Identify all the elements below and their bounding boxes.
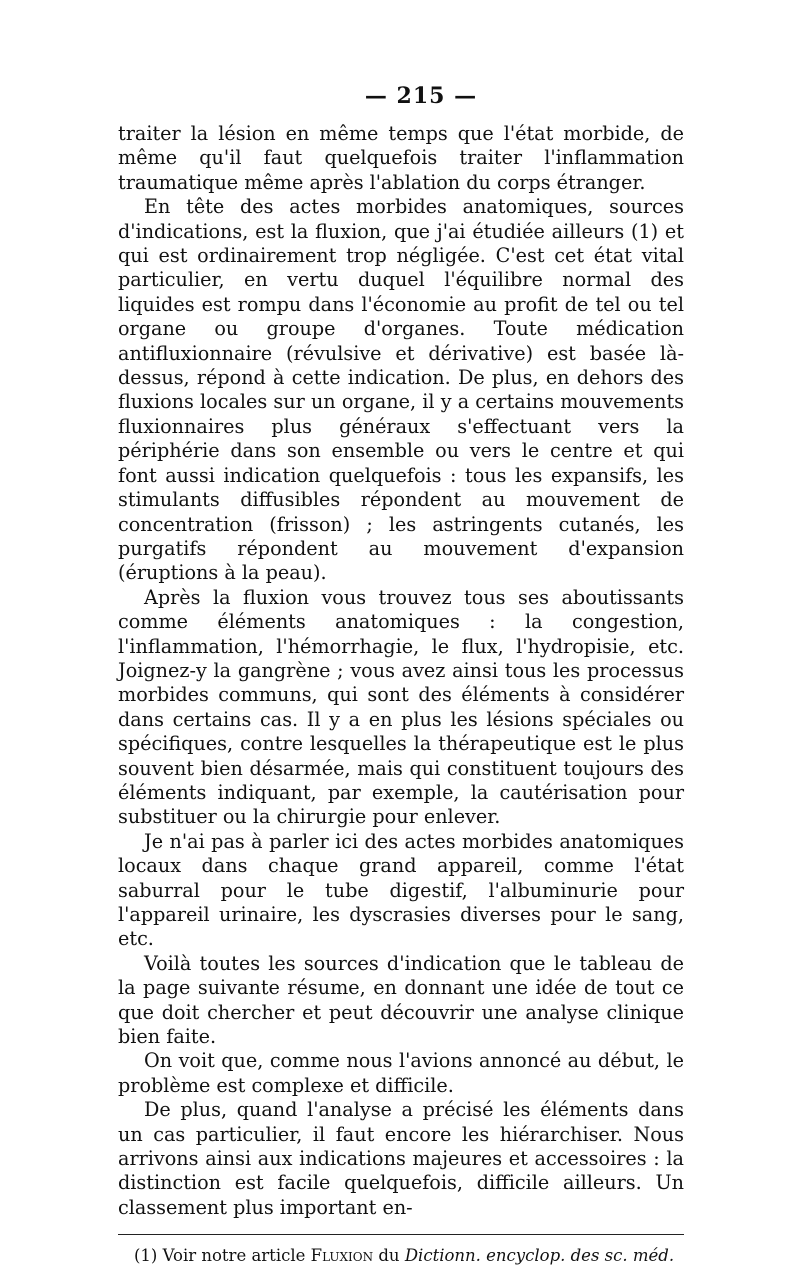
footnote-divider (118, 1234, 684, 1235)
paragraph: traiter la lésion en même temps que l'état morbide, de même qu'il faut quelquefois traiter l'inflammation traumatique même après l'ablation du corps étranger. (118, 122, 684, 194)
book-page (118, 82, 684, 1267)
paragraph: De plus, quand l'analyse a précisé les éléments dans un cas particulier, il faut encore les hiérarchiser. Nous arrivons ainsi aux indications majeures et accessoires : la distinction est facile quelquefois, difficile ailleurs. Un classement plus important en- (118, 1098, 684, 1219)
paragraph: On voit que, comme nous l'avions annoncé au début, le problème est complexe et difficile. (118, 1049, 684, 1097)
footnote (118, 1245, 684, 1267)
footnote-source: Dictionn. encyclop. des sc. méd. (404, 1246, 675, 1266)
footnote-lead: Voir notre article (162, 1246, 306, 1266)
footnote-term: Fluxion (310, 1246, 374, 1266)
paragraph: En tête des actes morbides anatomiques, sources d'indications, est la fluxion, que j'ai étudiée ailleurs (1) et qui est ordinairement trop négligée. C'est cet état vital particulier, en vertu duquel l'équilibre normal des liquides est rompu dans l'économie au profit de tel ou tel organe ou groupe d'organes. Toute médication antifluxionnaire (révulsive et dérivative) est basée là-dessus, répond à cette indication. De plus, en dehors des fluxions locales sur un organe, il y a certains mouvements fluxionnaires plus généraux s'effectuant vers la périphérie dans son ensemble ou vers le centre et qui font aussi indication quelquefois : tous les expansifs, les stimulants diffusibles répondent au mouvement de concentration (frisson) ; les astringents cutanés, les purgatifs répondent au mouvement d'expansion (éruptions à la peau). (118, 195, 684, 585)
page-number: — 215 — (364, 83, 478, 109)
body-text (118, 122, 684, 1220)
footnote-middle: du (378, 1246, 400, 1266)
paragraph: Voilà toutes les sources d'indication que le tableau de la page suivante résume, en donnant une idée de tout ce que doit chercher et peut découvrir une analyse clinique bien faite. (118, 951, 684, 1049)
paragraph: Après la fluxion vous trouvez tous ses aboutissants comme éléments anatomiques : la congestion, l'inflammation, l'hémorrhagie, le flux, l'hydropisie, etc. Joignez-y la gangrène ; vous avez ainsi tous les processus morbides communs, qui sont des éléments à considérer dans certains cas. Il y a en plus les lésions spéciales ou spécifiques, contre lesquelles la thérapeutique est le plus souvent bien désarmée, mais qui constituent toujours des éléments indiquant, par exemple, la cautérisation pour substituer ou la chirurgie pour enlever. (118, 585, 684, 829)
paragraph: Je n'ai pas à parler ici des actes morbides anatomiques locaux dans chaque grand appareil, comme l'état saburral pour le tube digestif, l'albuminurie pour l'appareil urinaire, les dyscrasies diverses pour le sang, etc. (118, 829, 684, 951)
footnote-marker: (1) (134, 1246, 158, 1266)
